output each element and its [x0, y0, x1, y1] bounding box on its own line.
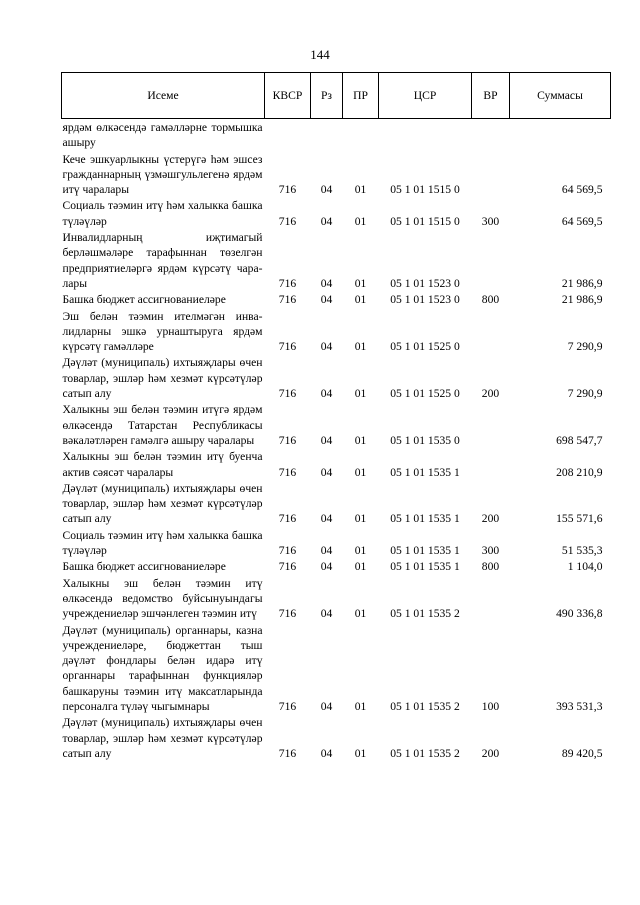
cell-pr: 01	[354, 387, 367, 401]
cell-sum: 89 420,5	[561, 746, 603, 760]
cell-pr: 01	[354, 214, 367, 228]
page-number: 144	[310, 47, 330, 62]
cell-rz: 04	[320, 465, 333, 479]
cell-pr: 01	[354, 183, 367, 197]
cell-vr	[472, 308, 510, 355]
cell-name: Халыкны эш белән тәэмин итүгә ярдәм өлкәсендә Татарстан Республикасы вәкаләтләрен гамәлгә ашыру чаралары	[62, 403, 263, 447]
cell-sum: 155 571,6	[556, 512, 603, 526]
cell-kvsr: 716	[278, 699, 297, 713]
cell-csr: 05 1 01 1535 0	[390, 433, 460, 447]
cell-rz: 04	[320, 607, 333, 621]
cell-kvsr: 716	[278, 746, 297, 760]
cell-sum: 51 535,3	[561, 544, 603, 558]
cell-sum: 64 569,5	[561, 214, 603, 228]
cell-vr	[472, 575, 510, 622]
table-row	[62, 558, 611, 574]
cell-name: Башка бюджет ассигнованиеләре	[62, 560, 226, 574]
cell-pr: 01	[354, 512, 367, 526]
table-row	[62, 714, 611, 761]
cell-vr	[472, 119, 510, 151]
table-header-row	[62, 73, 611, 119]
cell-vr: 200	[481, 387, 500, 401]
cell-kvsr: 716	[278, 465, 297, 479]
cell-rz: 04	[320, 560, 333, 574]
cell-sum: 21 986,9	[561, 293, 603, 307]
cell-pr: 01	[354, 607, 367, 621]
cell-kvsr: 716	[278, 387, 297, 401]
cell-kvsr: 716	[278, 512, 297, 526]
cell-kvsr: 716	[278, 544, 297, 558]
cell-rz: 04	[320, 276, 333, 290]
cell-name: Эш белән тәэмин ителмәгән инвалидларны эшкә урнаштыруга ярдәм күрсәтү гамәлләре	[62, 309, 263, 354]
cell-kvsr: 716	[278, 560, 297, 574]
table-row	[62, 291, 611, 307]
cell-pr: 01	[354, 293, 367, 307]
cell-rz: 04	[320, 699, 333, 713]
table-row	[62, 622, 611, 715]
cell-vr: 800	[481, 293, 500, 307]
cell-pr: 01	[354, 746, 367, 760]
cell-csr: 05 1 01 1535 1	[390, 560, 460, 574]
cell-vr	[472, 401, 510, 448]
cell-rz	[311, 119, 343, 151]
cell-sum	[510, 119, 611, 151]
cell-kvsr	[265, 119, 311, 151]
cell-csr: 05 1 01 1535 1	[390, 512, 460, 526]
cell-csr: 05 1 01 1535 2	[390, 607, 460, 621]
cell-vr: 300	[481, 544, 500, 558]
column-header-pr: ПР	[343, 73, 379, 119]
cell-vr: 100	[481, 699, 500, 713]
cell-rz: 04	[320, 433, 333, 447]
cell-rz: 04	[320, 387, 333, 401]
cell-pr: 01	[354, 276, 367, 290]
cell-vr	[472, 229, 510, 291]
cell-sum: 7 290,9	[567, 387, 603, 401]
cell-csr	[379, 119, 472, 151]
cell-name: Социаль тәэмин итү һәм халыкка башка түләүләр	[62, 199, 263, 228]
table-row	[62, 151, 611, 198]
table-row	[62, 197, 611, 229]
table-row	[62, 448, 611, 480]
cell-name: Дәүләт (муниципаль) ихтыяҗлары өчен товарлар, эшләр һәм хезмәт күрсәтүләр сатып алу	[62, 481, 263, 526]
cell-sum: 490 336,8	[556, 607, 603, 621]
cell-sum: 64 569,5	[561, 183, 603, 197]
cell-kvsr: 716	[278, 340, 297, 354]
cell-csr: 05 1 01 1523 0	[390, 293, 460, 307]
cell-name: Дәүләт (муниципаль) ихтыяҗлары өчен товарлар, эшләр һәм хезмәт күрсәтүләр сатып алу	[62, 716, 263, 760]
cell-name: Дәүләт (муниципаль) органнары, казна учреждениеләре, бюджеттан тыш дәүләт фондлары белән идарә итү органнары тарафыннан функцияләр башкаруны тәэмин итү максатларында персоналга түләү чыгымнары	[62, 623, 263, 713]
cell-sum: 208 210,9	[556, 465, 603, 479]
cell-csr: 05 1 01 1515 0	[390, 183, 460, 197]
cell-csr: 05 1 01 1515 0	[390, 214, 460, 228]
cell-name: Инвалидларның иҗтимагый берләшмәләре тарафыннан төзелгән предприятиеләргә ярдәм күрсәтү чаралары	[62, 231, 263, 290]
cell-pr: 01	[354, 699, 367, 713]
cell-kvsr: 716	[278, 276, 297, 290]
cell-kvsr: 716	[278, 214, 297, 228]
cell-name: Халыкны эш белән тәэмин итү өлкәсендә ведомство буйсынуындагы учреждениеләр эшчәнлеген тәэмин итү	[62, 576, 263, 621]
cell-csr: 05 1 01 1525 0	[390, 387, 460, 401]
cell-pr: 01	[354, 340, 367, 354]
cell-csr: 05 1 01 1535 1	[390, 465, 460, 479]
cell-kvsr: 716	[278, 293, 297, 307]
cell-name: Дәүләт (муниципаль) ихтыяҗлары өчен товарлар, эшләр һәм хезмәт күрсәтүләр сатып алу	[62, 356, 263, 401]
cell-kvsr: 716	[278, 183, 297, 197]
cell-csr: 05 1 01 1525 0	[390, 340, 460, 354]
cell-sum: 7 290,9	[567, 340, 603, 354]
cell-name: ярдәм өлкәсендә гамәлләрне тормышка ашыру	[62, 121, 263, 150]
column-header-rz: Рз	[311, 73, 343, 119]
cell-rz: 04	[320, 512, 333, 526]
cell-kvsr: 716	[278, 607, 297, 621]
cell-name: Халыкны эш белән тәэмин итү буенча актив сәясәт чаралары	[62, 450, 263, 479]
table-row	[62, 229, 611, 291]
cell-name: Башка бюджет ассигнованиеләре	[62, 293, 226, 307]
cell-pr: 01	[354, 465, 367, 479]
cell-vr: 800	[481, 560, 500, 574]
cell-sum: 21 986,9	[561, 276, 603, 290]
column-header-sum: Суммасы	[510, 73, 611, 119]
cell-rz: 04	[320, 544, 333, 558]
table-row	[62, 354, 611, 401]
column-header-kvsr: КВСР	[265, 73, 311, 119]
cell-sum: 1 104,0	[567, 560, 603, 574]
column-header-name: Исеме	[62, 73, 265, 119]
cell-pr	[343, 119, 379, 151]
table-row	[62, 308, 611, 355]
cell-vr	[472, 151, 510, 198]
cell-csr: 05 1 01 1535 1	[390, 544, 460, 558]
cell-vr: 200	[481, 512, 500, 526]
cell-kvsr: 716	[278, 433, 297, 447]
column-header-vr: ВР	[472, 73, 510, 119]
table-row	[62, 575, 611, 622]
table-row	[62, 527, 611, 559]
cell-sum: 698 547,7	[556, 433, 603, 447]
cell-vr: 300	[481, 214, 500, 228]
cell-vr: 200	[481, 746, 500, 760]
cell-rz: 04	[320, 293, 333, 307]
cell-pr: 01	[354, 433, 367, 447]
cell-rz: 04	[320, 214, 333, 228]
cell-pr: 01	[354, 560, 367, 574]
table-body	[62, 119, 611, 762]
cell-rz: 04	[320, 746, 333, 760]
cell-sum: 393 531,3	[556, 699, 603, 713]
cell-csr: 05 1 01 1535 2	[390, 746, 460, 760]
cell-rz: 04	[320, 340, 333, 354]
cell-vr	[472, 448, 510, 480]
table-row	[62, 480, 611, 527]
cell-pr: 01	[354, 544, 367, 558]
table-row	[62, 119, 611, 151]
budget-table	[61, 72, 611, 761]
cell-csr: 05 1 01 1523 0	[390, 276, 460, 290]
cell-csr: 05 1 01 1535 2	[390, 699, 460, 713]
column-header-csr: ЦСР	[379, 73, 472, 119]
cell-name: Кече эшкуарлыкны үстерүгә һәм эшсез гражданнарның үзмәшгульлегенә ярдәм итү чаралары	[62, 152, 263, 197]
cell-name: Социаль тәэмин итү һәм халыкка башка түләүләр	[62, 528, 263, 558]
cell-rz: 04	[320, 183, 333, 197]
table-row	[62, 401, 611, 448]
